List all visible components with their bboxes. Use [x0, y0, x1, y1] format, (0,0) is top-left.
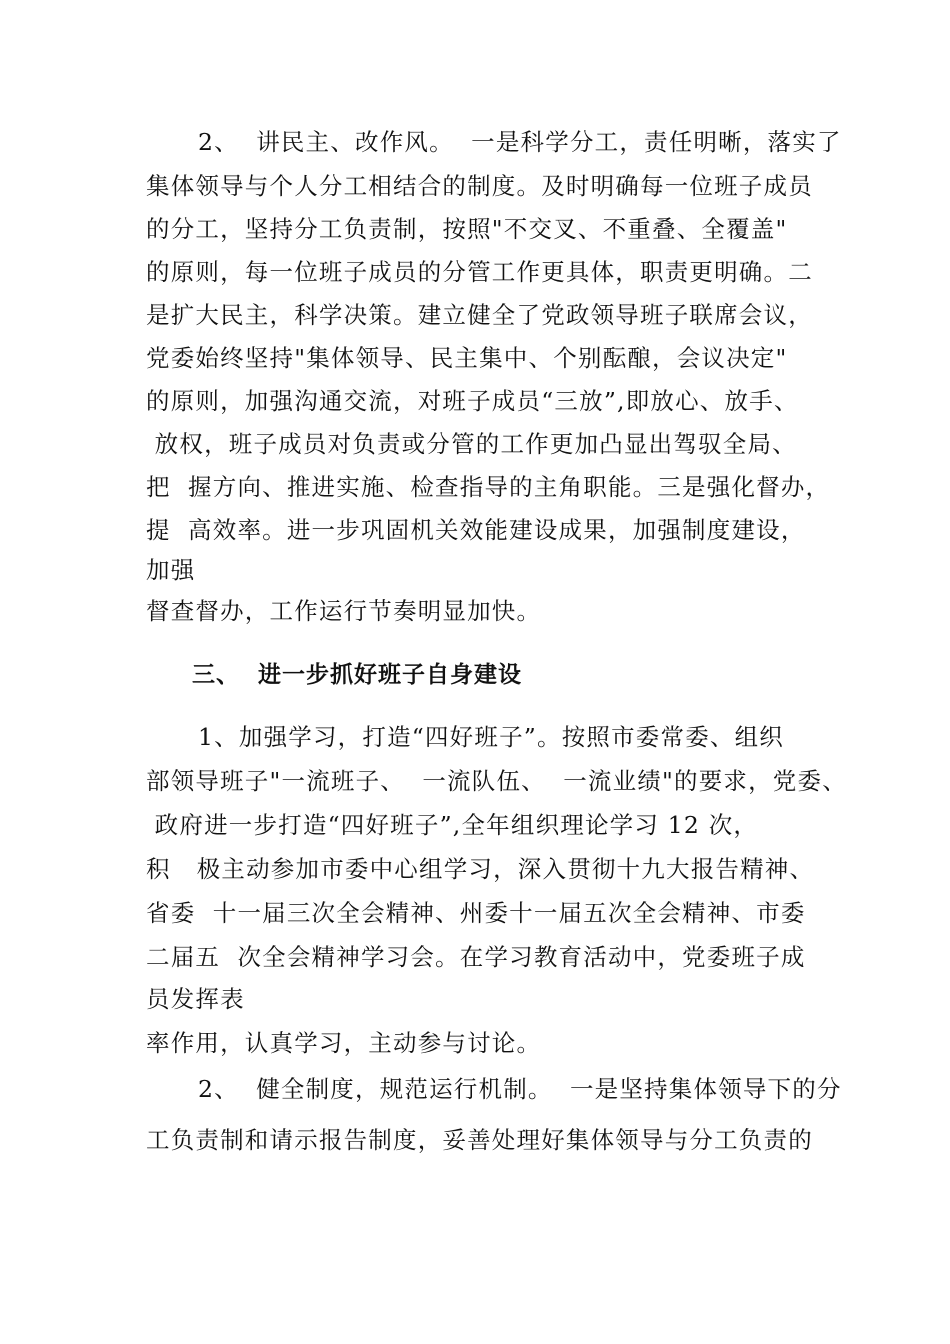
paragraph-line: 集体领导与个人分工相结合的制度。及时明确每一位班子成员 — [146, 172, 813, 200]
paragraph-line: 2、 健全制度，规范运行机制。 一是坚持集体领导下的分 — [146, 1075, 842, 1103]
paragraph-line: 的分工，坚持分工负责制，按照"不交叉、不重叠、全覆盖" — [146, 215, 788, 243]
paragraph-line: 加强 — [146, 556, 196, 584]
paragraph-line: 积 极主动参加市委中心组学习，深入贯彻十九大报告精神、 — [146, 855, 815, 883]
paragraph-line: 的原则，加强沟通交流，对班子成员“三放”,即放心、放手、 — [146, 387, 799, 415]
paragraph-line: 部领导班子"一流班子、 一流队伍、 一流业绩"的要求，党委、 — [146, 767, 847, 795]
paragraph-line: 工负责制和请示报告制度，妥善处理好集体领导与分工负责的 — [146, 1126, 813, 1154]
section-heading: 三、 进一步抓好班子自身建设 — [192, 662, 523, 688]
paragraph-line: 是扩大民主，科学决策。建立健全了党政领导班子联席会议， — [146, 301, 813, 329]
paragraph-line: 1、加强学习，打造“四好班子”。按照市委常委、组织 — [146, 723, 784, 751]
paragraph-line: 2、 讲民主、改作风。 一是科学分工，责任明晰，落实了 — [146, 128, 842, 156]
paragraph-line: 率作用，认真学习，主动参与讨论。 — [146, 1029, 542, 1057]
paragraph-line: 二届五 次全会精神学习会。在学习教育活动中，党委班子成 — [146, 943, 806, 971]
paragraph-line: 员发挥表 — [146, 985, 245, 1013]
paragraph-line: 的原则，每一位班子成员的分管工作更具体，职责更明确。二 — [146, 258, 813, 286]
paragraph-line: 提 高效率。进一步巩固机关效能建设成果，加强制度建设， — [146, 516, 806, 544]
paragraph-line: 放权，班子成员对负责或分管的工作更加凸显出驾驭全局、 — [146, 430, 797, 458]
paragraph-line: 省委 十一届三次全会精神、州委十一届五次全会精神、市委 — [146, 899, 806, 927]
paragraph-line: 把 握方向、推进实施、检查指导的主角职能。三是强化督办， — [146, 473, 831, 501]
paragraph-line: 政府进一步打造“四好班子”,全年组织理论学习 12 次， — [146, 811, 759, 839]
paragraph-line: 党委始终坚持"集体领导、民主集中、个别酝酿，会议决定" — [146, 344, 788, 372]
paragraph-line: 督查督办，工作运行节奏明显加快。 — [146, 597, 542, 625]
